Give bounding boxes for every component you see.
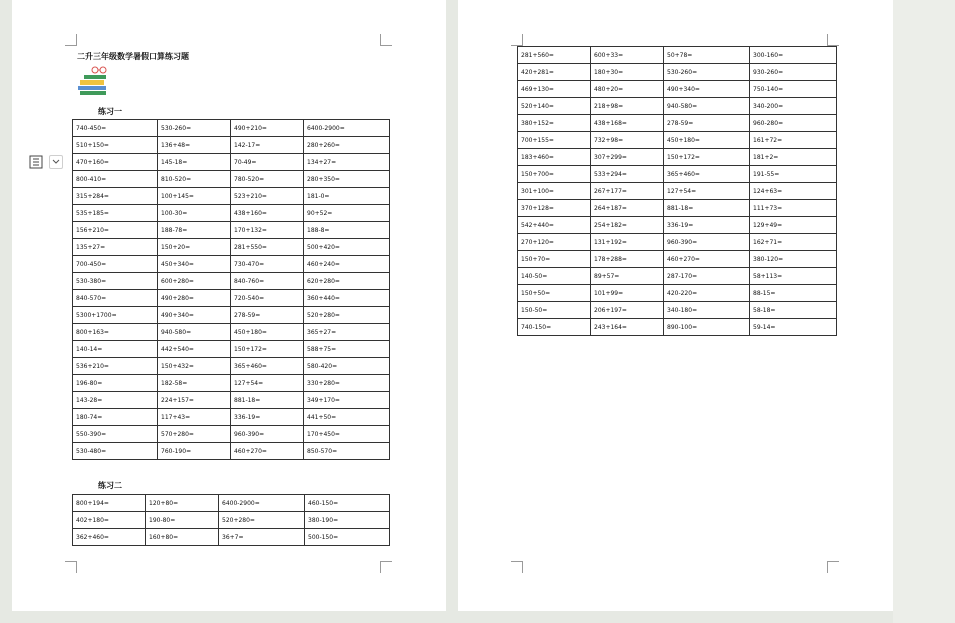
table-cell: 380-120=	[750, 251, 837, 268]
document-title: 二升三年级数学暑假口算练习题	[77, 52, 189, 61]
table-cell: 131+192=	[591, 234, 664, 251]
table-row	[73, 409, 390, 426]
table-cell: 510+150=	[73, 137, 158, 154]
table-row	[518, 149, 837, 166]
table-row	[73, 324, 390, 341]
table-row	[518, 98, 837, 115]
table-cell: 840-760=	[231, 273, 304, 290]
table-cell: 500+420=	[304, 239, 390, 256]
table-row	[73, 137, 390, 154]
table-cell: 190-80=	[146, 512, 219, 529]
table-cell: 301+100=	[518, 183, 591, 200]
crop-mark	[380, 34, 392, 46]
table-cell: 800+194=	[73, 495, 146, 512]
table-cell: 520+140=	[518, 98, 591, 115]
table-row	[73, 222, 390, 239]
table-cell: 600+33=	[591, 47, 664, 64]
table-cell: 530-480=	[73, 443, 158, 460]
table-row	[73, 392, 390, 409]
table-row	[73, 290, 390, 307]
table-cell: 90+52=	[304, 205, 390, 222]
table-cell: 180-74=	[73, 409, 158, 426]
table-cell: 36+7=	[219, 529, 305, 546]
table-cell: 760-190=	[158, 443, 231, 460]
table-cell: 120+80=	[146, 495, 219, 512]
table-cell: 129+49=	[750, 217, 837, 234]
table-cell: 170+132=	[231, 222, 304, 239]
table-cell: 178+288=	[591, 251, 664, 268]
table-cell: 181+2=	[750, 149, 837, 166]
table-cell: 300-160=	[750, 47, 837, 64]
table-cell: 520+280=	[304, 307, 390, 324]
table-cell: 150+50=	[518, 285, 591, 302]
table-cell: 181-0=	[304, 188, 390, 205]
table-cell: 881-18=	[664, 200, 750, 217]
table-cell: 480+20=	[591, 81, 664, 98]
table-cell: 490+210=	[231, 120, 304, 137]
table-cell: 469+130=	[518, 81, 591, 98]
table-cell: 160+80=	[146, 529, 219, 546]
table-cell: 70-49=	[231, 154, 304, 171]
table-cell: 50+78=	[664, 47, 750, 64]
table-row	[518, 183, 837, 200]
table-cell: 542+440=	[518, 217, 591, 234]
table-cell: 162+71=	[750, 234, 837, 251]
table-cell: 281+560=	[518, 47, 591, 64]
table-row	[73, 154, 390, 171]
table-row	[73, 205, 390, 222]
table-cell: 960-390=	[231, 426, 304, 443]
table-cell: 188-78=	[158, 222, 231, 239]
table-cell: 180+30=	[591, 64, 664, 81]
table-cell: 740-450=	[73, 120, 158, 137]
table-cell: 218+98=	[591, 98, 664, 115]
table-cell: 588+75=	[304, 341, 390, 358]
table-cell: 530-260=	[664, 64, 750, 81]
table-cell: 145-18=	[158, 154, 231, 171]
layout-options-button[interactable]	[28, 152, 68, 172]
table-cell: 6400-2900=	[219, 495, 305, 512]
table-cell: 127+54=	[231, 375, 304, 392]
table-cell: 800-410=	[73, 171, 158, 188]
table-cell: 840-570=	[73, 290, 158, 307]
table-row	[518, 268, 837, 285]
table-cell: 420-220=	[664, 285, 750, 302]
table-cell: 150-50=	[518, 302, 591, 319]
table-cell: 600+280=	[158, 273, 231, 290]
table-cell: 340-180=	[664, 302, 750, 319]
table-cell: 88-15=	[750, 285, 837, 302]
table-cell: 336-19=	[231, 409, 304, 426]
chevron-down-icon[interactable]	[49, 155, 63, 169]
table-cell: 140-14=	[73, 341, 158, 358]
table-cell: 307+299=	[591, 149, 664, 166]
table-row	[73, 307, 390, 324]
table-row	[73, 512, 390, 529]
table-cell: 960-280=	[750, 115, 837, 132]
table-cell: 267+177=	[591, 183, 664, 200]
table-cell: 365+27=	[304, 324, 390, 341]
table-cell: 161+72=	[750, 132, 837, 149]
table-cell: 380-190=	[305, 512, 390, 529]
table-cell: 124+63=	[750, 183, 837, 200]
document-page-2	[458, 0, 893, 611]
table-cell: 150+172=	[664, 149, 750, 166]
table-cell: 380+152=	[518, 115, 591, 132]
table-cell: 536+210=	[73, 358, 158, 375]
table-cell: 441+50=	[304, 409, 390, 426]
table-cell: 850-570=	[304, 443, 390, 460]
table-row	[518, 115, 837, 132]
table-cell: 156+210=	[73, 222, 158, 239]
table-cell: 720-540=	[231, 290, 304, 307]
table-cell: 182-58=	[158, 375, 231, 392]
table-cell: 750-140=	[750, 81, 837, 98]
table-row	[518, 251, 837, 268]
table-row	[518, 234, 837, 251]
table-cell: 278-59=	[664, 115, 750, 132]
table-cell: 360+440=	[304, 290, 390, 307]
table-row	[518, 200, 837, 217]
table-cell: 450+180=	[231, 324, 304, 341]
practice-table-2	[72, 494, 390, 546]
table-row	[518, 302, 837, 319]
table-cell: 243+164=	[591, 319, 664, 336]
table-cell: 620+280=	[304, 273, 390, 290]
crop-mark	[827, 34, 839, 46]
table-cell: 442+540=	[158, 341, 231, 358]
table-cell: 111+73=	[750, 200, 837, 217]
table-cell: 730-470=	[231, 256, 304, 273]
table-cell: 940-580=	[158, 324, 231, 341]
table-cell: 6400-2900=	[304, 120, 390, 137]
table-row	[73, 239, 390, 256]
table-cell: 700+155=	[518, 132, 591, 149]
table-cell: 732+98=	[591, 132, 664, 149]
table-cell: 890-100=	[664, 319, 750, 336]
table-cell: 810-520=	[158, 171, 231, 188]
table-cell: 520+280=	[219, 512, 305, 529]
crop-mark	[511, 561, 523, 573]
table-cell: 143-28=	[73, 392, 158, 409]
table-cell: 150+700=	[518, 166, 591, 183]
table-cell: 89+57=	[591, 268, 664, 285]
table-cell: 530-260=	[158, 120, 231, 137]
table-cell: 254+182=	[591, 217, 664, 234]
practice-table-1	[72, 119, 390, 460]
table-cell: 58-18=	[750, 302, 837, 319]
table-cell: 59-14=	[750, 319, 837, 336]
books-illustration-icon	[76, 65, 112, 97]
table-cell: 470+160=	[73, 154, 158, 171]
table-row	[518, 132, 837, 149]
table-cell: 349+170=	[304, 392, 390, 409]
table-cell: 450+180=	[664, 132, 750, 149]
table-cell: 700-450=	[73, 256, 158, 273]
table-cell: 127+54=	[664, 183, 750, 200]
table-row	[73, 529, 390, 546]
crop-mark	[511, 34, 523, 46]
table-cell: 150+70=	[518, 251, 591, 268]
table-cell: 490+340=	[158, 307, 231, 324]
table-cell: 196-80=	[73, 375, 158, 392]
table-cell: 930-260=	[750, 64, 837, 81]
table-cell: 530-380=	[73, 273, 158, 290]
table-row	[518, 285, 837, 302]
table-cell: 136+48=	[158, 137, 231, 154]
table-row	[518, 64, 837, 81]
table-cell: 370+128=	[518, 200, 591, 217]
table-cell: 150+432=	[158, 358, 231, 375]
table-cell: 420+281=	[518, 64, 591, 81]
table-cell: 278-59=	[231, 307, 304, 324]
table-row	[518, 81, 837, 98]
table-row	[73, 375, 390, 392]
table-cell: 134+27=	[304, 154, 390, 171]
table-row	[73, 120, 390, 137]
table-cell: 330+280=	[304, 375, 390, 392]
table-row	[73, 171, 390, 188]
table-cell: 402+180=	[73, 512, 146, 529]
table-row	[73, 443, 390, 460]
table-cell: 780-520=	[231, 171, 304, 188]
table-cell: 365+460=	[664, 166, 750, 183]
table-cell: 188-8=	[304, 222, 390, 239]
table-cell: 224+157=	[158, 392, 231, 409]
table-cell: 264+187=	[591, 200, 664, 217]
table-cell: 740-150=	[518, 319, 591, 336]
table-cell: 336-19=	[664, 217, 750, 234]
table-row	[518, 47, 837, 64]
table-cell: 5300+1700=	[73, 307, 158, 324]
table-cell: 438+160=	[231, 205, 304, 222]
table-cell: 142-17=	[231, 137, 304, 154]
table-row	[73, 341, 390, 358]
table-cell: 117+43=	[158, 409, 231, 426]
table-cell: 287-170=	[664, 268, 750, 285]
table-row	[73, 495, 390, 512]
table-cell: 206+197=	[591, 302, 664, 319]
table-cell: 58+113=	[750, 268, 837, 285]
document-page-1	[12, 0, 446, 611]
table-cell: 490+280=	[158, 290, 231, 307]
section-heading-2: 练习二	[98, 481, 122, 490]
table-cell: 100-30=	[158, 205, 231, 222]
table-row	[73, 256, 390, 273]
table-row	[73, 426, 390, 443]
table-cell: 315+284=	[73, 188, 158, 205]
table-cell: 135+27=	[73, 239, 158, 256]
table-cell: 535+185=	[73, 205, 158, 222]
table-cell: 438+168=	[591, 115, 664, 132]
table-cell: 523+210=	[231, 188, 304, 205]
table-cell: 940-580=	[664, 98, 750, 115]
table-cell: 170+450=	[304, 426, 390, 443]
table-row	[73, 188, 390, 205]
crop-mark	[380, 561, 392, 573]
table-cell: 500-150=	[305, 529, 390, 546]
table-row	[73, 358, 390, 375]
table-cell: 340-200=	[750, 98, 837, 115]
table-cell: 460+240=	[304, 256, 390, 273]
table-cell: 570+280=	[158, 426, 231, 443]
table-cell: 460+270=	[231, 443, 304, 460]
table-cell: 280+260=	[304, 137, 390, 154]
table-cell: 280+350=	[304, 171, 390, 188]
table-cell: 460-150=	[305, 495, 390, 512]
table-cell: 800+163=	[73, 324, 158, 341]
table-cell: 100+145=	[158, 188, 231, 205]
table-row	[518, 166, 837, 183]
table-cell: 362+460=	[73, 529, 146, 546]
table-cell: 150+172=	[231, 341, 304, 358]
table-cell: 270+120=	[518, 234, 591, 251]
table-cell: 490+340=	[664, 81, 750, 98]
table-cell: 450+340=	[158, 256, 231, 273]
crop-mark	[65, 561, 77, 573]
table-cell: 140-50=	[518, 268, 591, 285]
workspace-edge	[893, 0, 955, 623]
table-cell: 960-390=	[664, 234, 750, 251]
table-cell: 101+99=	[591, 285, 664, 302]
practice-table-3	[517, 46, 837, 336]
table-row	[518, 217, 837, 234]
table-cell: 281+550=	[231, 239, 304, 256]
table-cell: 533+294=	[591, 166, 664, 183]
table-cell: 365+460=	[231, 358, 304, 375]
table-cell: 150+20=	[158, 239, 231, 256]
table-cell: 550-390=	[73, 426, 158, 443]
section-heading-1: 练习一	[98, 107, 122, 116]
table-cell: 580-420=	[304, 358, 390, 375]
table-cell: 881-18=	[231, 392, 304, 409]
table-row	[518, 319, 837, 336]
table-cell: 191-55=	[750, 166, 837, 183]
table-row	[73, 273, 390, 290]
layout-options-icon	[28, 154, 44, 170]
crop-mark	[65, 34, 77, 46]
table-cell: 183+460=	[518, 149, 591, 166]
crop-mark	[827, 561, 839, 573]
table-cell: 460+270=	[664, 251, 750, 268]
